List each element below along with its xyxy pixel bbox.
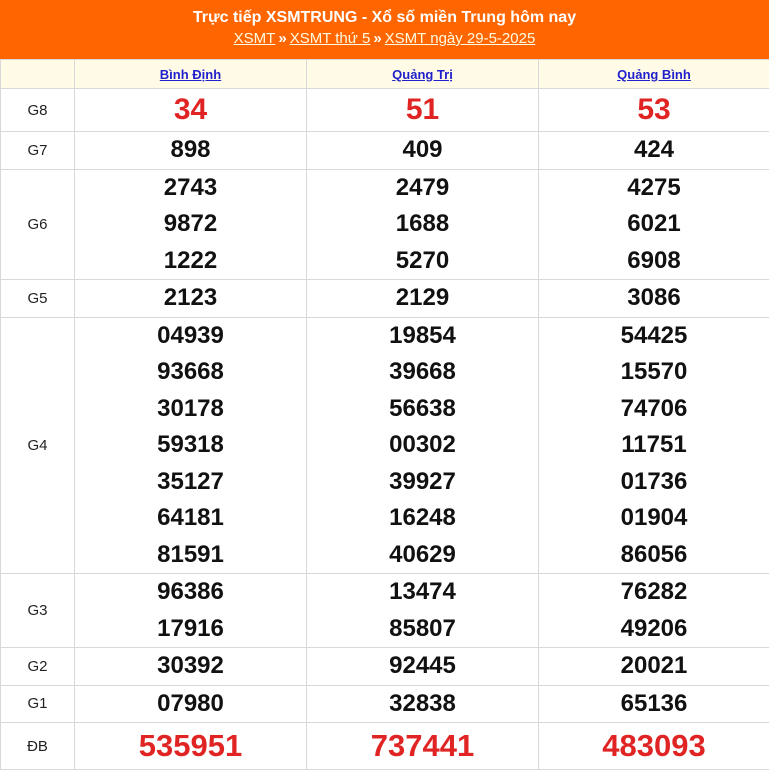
prize-cell bbox=[75, 648, 307, 686]
prize-cell bbox=[539, 648, 769, 686]
prize-row bbox=[1, 648, 769, 686]
lottery-number: 86056 bbox=[539, 537, 769, 574]
lottery-number: 11751 bbox=[539, 427, 769, 464]
prize-cell bbox=[307, 317, 539, 574]
lottery-number: 04939 bbox=[75, 318, 306, 355]
prize-label: G7 bbox=[1, 132, 75, 170]
prize-row bbox=[1, 169, 769, 280]
lottery-number: 409 bbox=[307, 132, 538, 169]
breadcrumb-xsmt-thu-5[interactable]: XSMT thứ 5 bbox=[290, 30, 371, 47]
lottery-number: 00302 bbox=[307, 427, 538, 464]
lottery-number: 92445 bbox=[307, 648, 538, 685]
lottery-number: 20021 bbox=[539, 648, 769, 685]
prize-label: G5 bbox=[1, 280, 75, 318]
prize-cell bbox=[307, 280, 539, 318]
lottery-number: 65136 bbox=[539, 686, 769, 723]
table-header-row bbox=[1, 60, 769, 89]
lottery-number: 40629 bbox=[307, 537, 538, 574]
prize-cell bbox=[75, 280, 307, 318]
prize-row bbox=[1, 280, 769, 318]
breadcrumb-xsmt-date[interactable]: XSMT ngày 29-5-2025 bbox=[385, 30, 536, 47]
lottery-number: 737441 bbox=[307, 728, 538, 765]
lottery-number: 01904 bbox=[539, 500, 769, 537]
prize-label: G4 bbox=[1, 317, 75, 574]
lottery-number: 483093 bbox=[539, 728, 769, 765]
prize-cell bbox=[539, 132, 769, 170]
prize-cell bbox=[75, 317, 307, 574]
lottery-number: 30392 bbox=[75, 648, 306, 685]
lottery-number: 6021 bbox=[539, 206, 769, 243]
lottery-number: 6908 bbox=[539, 243, 769, 280]
prize-cell bbox=[539, 169, 769, 280]
lottery-number: 1222 bbox=[75, 243, 306, 280]
prize-cell bbox=[75, 723, 307, 770]
prize-cell bbox=[539, 317, 769, 574]
breadcrumb-separator: » bbox=[370, 30, 384, 47]
header-corner bbox=[1, 60, 75, 89]
lottery-number: 9872 bbox=[75, 206, 306, 243]
prize-cell bbox=[75, 685, 307, 723]
lottery-number: 39927 bbox=[307, 464, 538, 501]
lottery-number: 2743 bbox=[75, 170, 306, 207]
lottery-number: 16248 bbox=[307, 500, 538, 537]
page-header bbox=[0, 0, 769, 59]
lottery-number: 2129 bbox=[307, 280, 538, 317]
lottery-number: 85807 bbox=[307, 611, 538, 648]
province-header bbox=[307, 60, 539, 89]
lottery-number: 35127 bbox=[75, 464, 306, 501]
lottery-number: 93668 bbox=[75, 354, 306, 391]
lottery-number: 13474 bbox=[307, 574, 538, 611]
lottery-number: 15570 bbox=[539, 354, 769, 391]
prize-row bbox=[1, 574, 769, 648]
lottery-number: 39668 bbox=[307, 354, 538, 391]
prize-cell bbox=[75, 132, 307, 170]
prize-label: G3 bbox=[1, 574, 75, 648]
results-table bbox=[0, 59, 769, 770]
lottery-number: 96386 bbox=[75, 574, 306, 611]
lottery-number: 01736 bbox=[539, 464, 769, 501]
lottery-number: 81591 bbox=[75, 537, 306, 574]
prize-row bbox=[1, 132, 769, 170]
prize-cell bbox=[75, 574, 307, 648]
prize-cell bbox=[539, 574, 769, 648]
prize-row bbox=[1, 89, 769, 132]
lottery-number: 19854 bbox=[307, 318, 538, 355]
lottery-number: 424 bbox=[539, 132, 769, 169]
lottery-number: 76282 bbox=[539, 574, 769, 611]
prize-cell bbox=[75, 89, 307, 132]
lottery-number: 30178 bbox=[75, 391, 306, 428]
breadcrumb-xsmt[interactable]: XSMT bbox=[234, 30, 276, 47]
prize-row bbox=[1, 685, 769, 723]
lottery-number: 49206 bbox=[539, 611, 769, 648]
lottery-number: 3086 bbox=[539, 280, 769, 317]
lottery-number: 51 bbox=[307, 92, 538, 129]
lottery-number: 2123 bbox=[75, 280, 306, 317]
prize-label: G2 bbox=[1, 648, 75, 686]
province-header bbox=[539, 60, 769, 89]
prize-cell bbox=[539, 89, 769, 132]
province-link-quang-tri[interactable]: Quảng Trị bbox=[392, 67, 453, 82]
province-link-binh-dinh[interactable]: Bình Định bbox=[160, 67, 221, 82]
prize-label: G8 bbox=[1, 89, 75, 132]
prize-cell bbox=[307, 574, 539, 648]
lottery-number: 1688 bbox=[307, 206, 538, 243]
prize-row bbox=[1, 317, 769, 574]
lottery-number: 53 bbox=[539, 92, 769, 129]
prize-label: ĐB bbox=[1, 723, 75, 770]
prize-row bbox=[1, 723, 769, 770]
lottery-number: 17916 bbox=[75, 611, 306, 648]
breadcrumb bbox=[0, 29, 769, 49]
lottery-number: 74706 bbox=[539, 391, 769, 428]
lottery-number: 535951 bbox=[75, 728, 306, 765]
lottery-number: 64181 bbox=[75, 500, 306, 537]
prize-cell bbox=[307, 169, 539, 280]
lottery-number: 2479 bbox=[307, 170, 538, 207]
lottery-number: 07980 bbox=[75, 686, 306, 723]
prize-cell bbox=[539, 685, 769, 723]
breadcrumb-separator: » bbox=[275, 30, 289, 47]
lottery-number: 32838 bbox=[307, 686, 538, 723]
page-title: Trực tiếp XSMTRUNG - Xổ số miền Trung hôm nay bbox=[0, 8, 769, 28]
prize-cell bbox=[307, 89, 539, 132]
prize-cell bbox=[307, 685, 539, 723]
prize-cell bbox=[539, 723, 769, 770]
lottery-number: 5270 bbox=[307, 243, 538, 280]
prize-cell bbox=[307, 723, 539, 770]
prize-label: G1 bbox=[1, 685, 75, 723]
lottery-number: 34 bbox=[75, 92, 306, 129]
province-header bbox=[75, 60, 307, 89]
lottery-number: 59318 bbox=[75, 427, 306, 464]
prize-cell bbox=[307, 648, 539, 686]
lottery-number: 898 bbox=[75, 132, 306, 169]
prize-cell bbox=[539, 280, 769, 318]
lottery-number: 54425 bbox=[539, 318, 769, 355]
lottery-number: 56638 bbox=[307, 391, 538, 428]
prize-label: G6 bbox=[1, 169, 75, 280]
lottery-number: 4275 bbox=[539, 170, 769, 207]
prize-cell bbox=[307, 132, 539, 170]
province-link-quang-binh[interactable]: Quảng Bình bbox=[617, 67, 691, 82]
prize-cell bbox=[75, 169, 307, 280]
